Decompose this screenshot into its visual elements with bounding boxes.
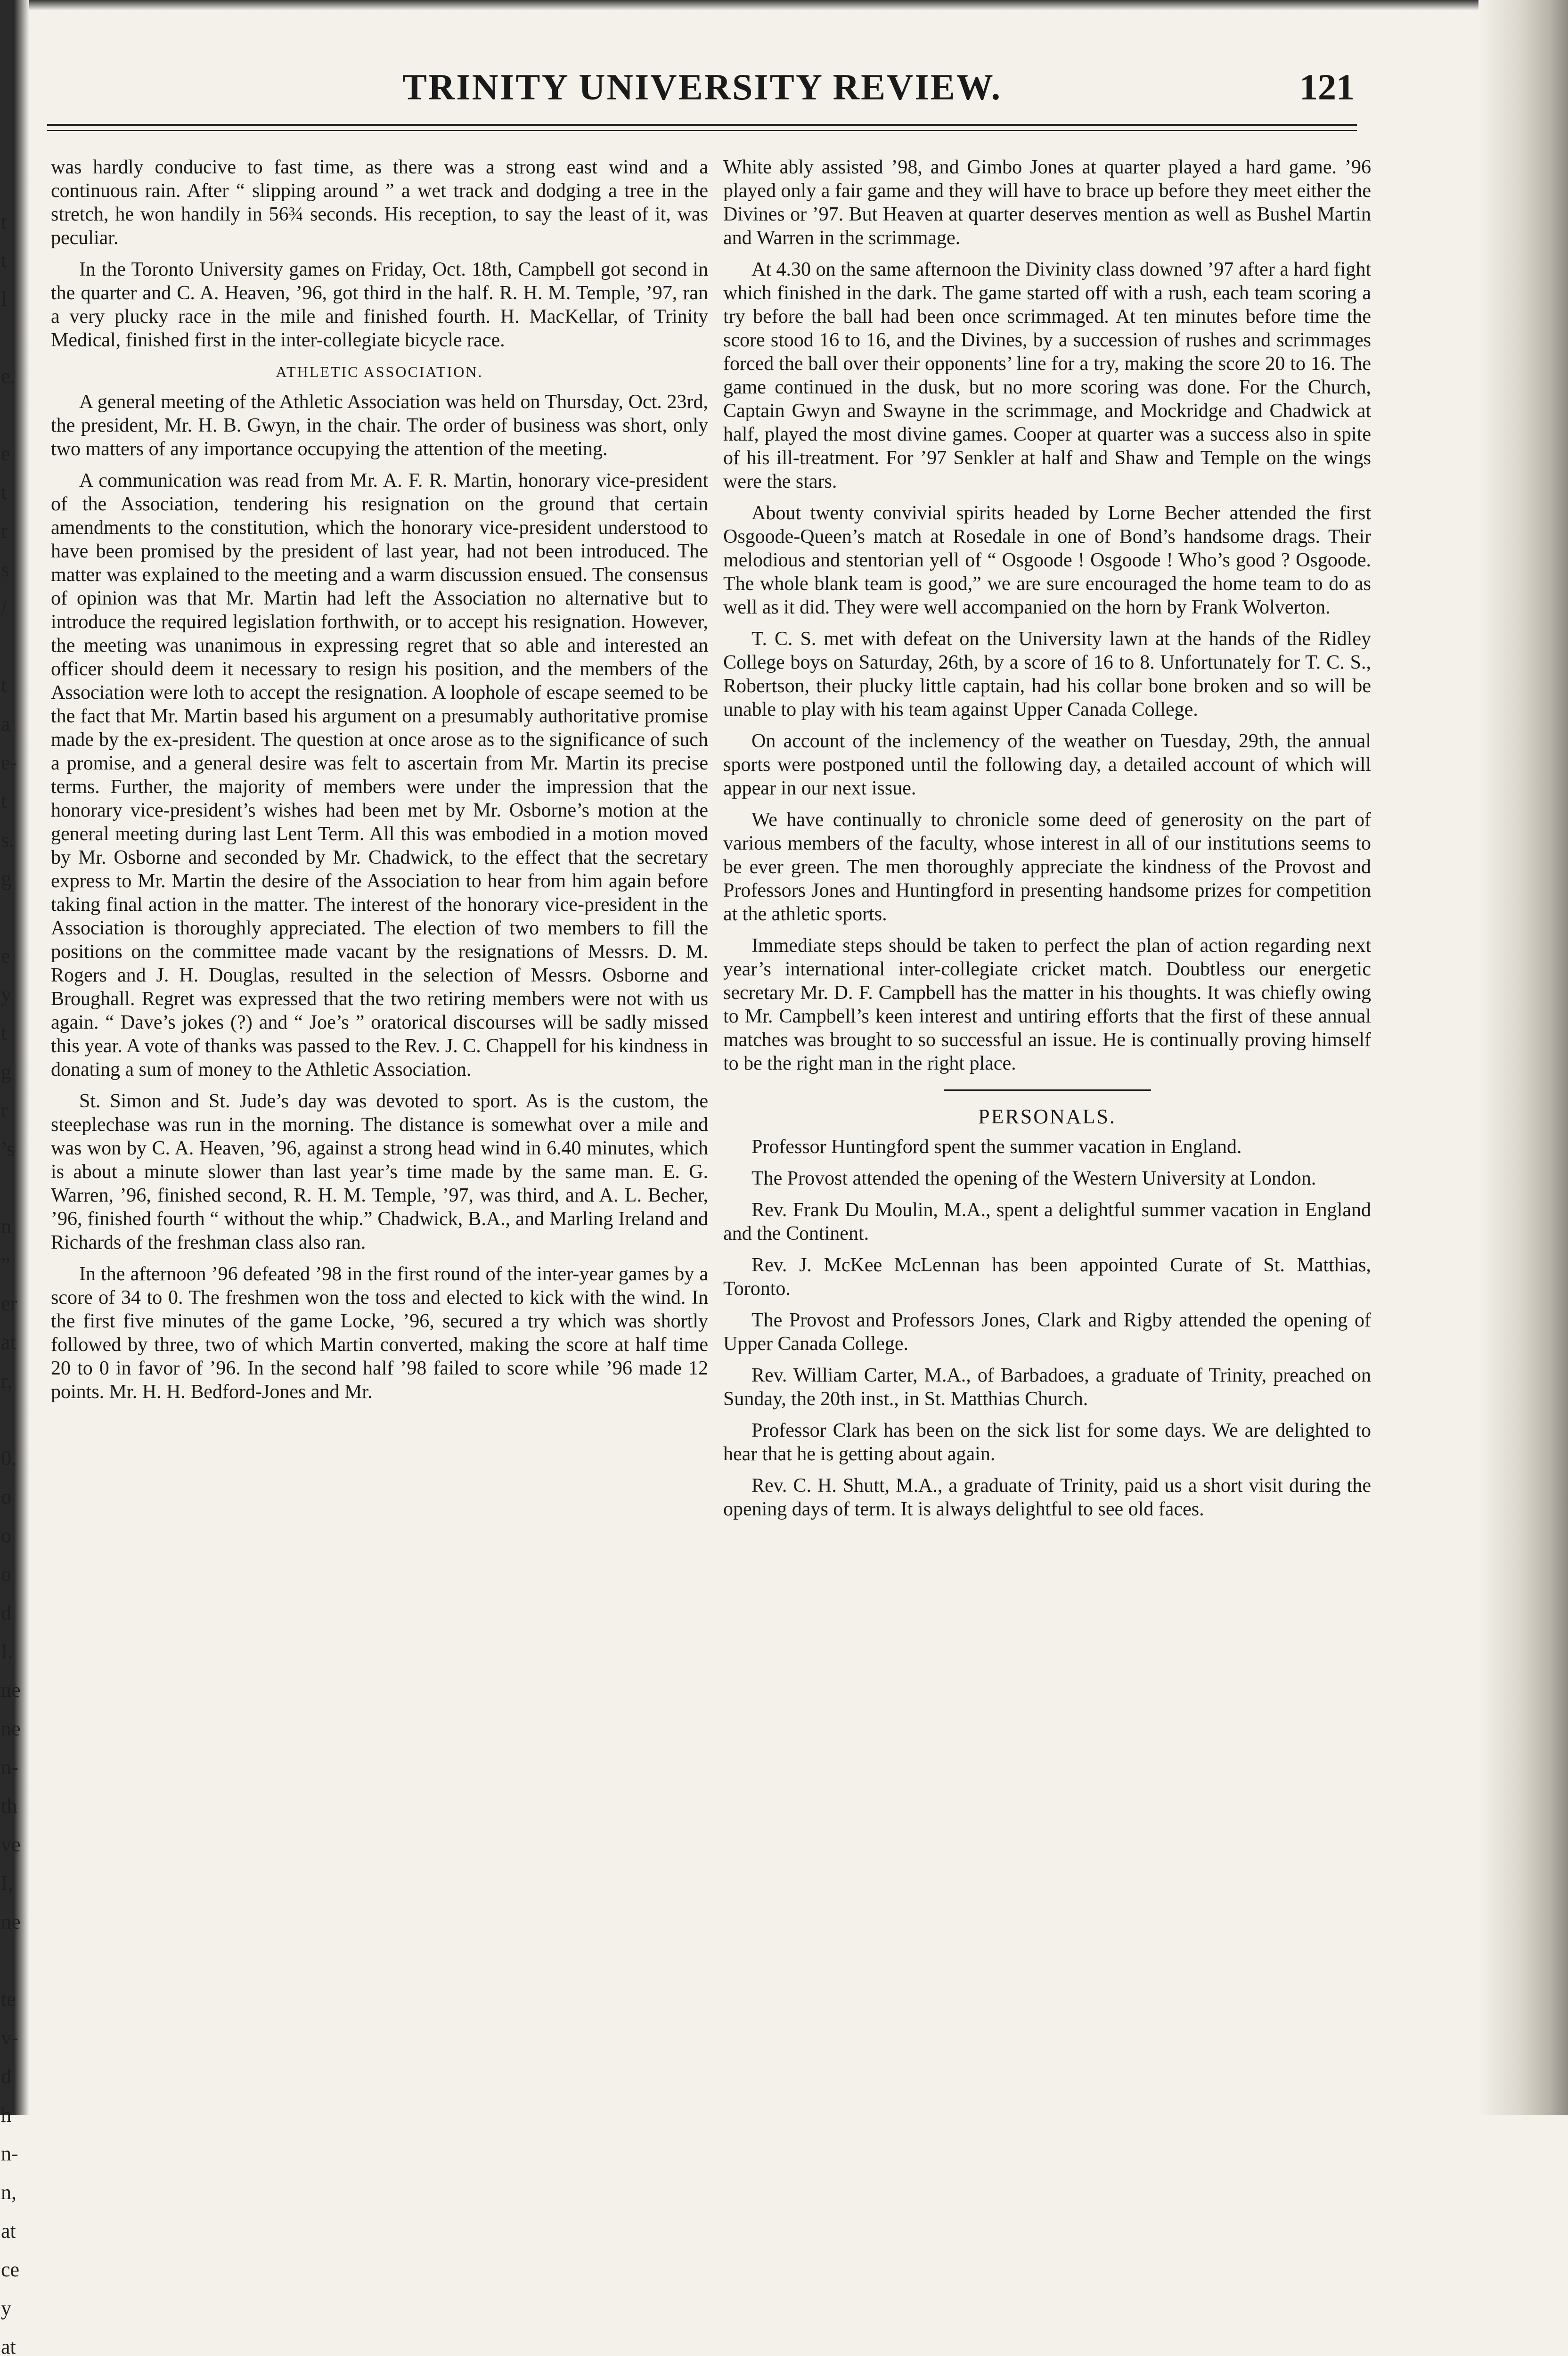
bleed-fragment: v-	[1, 2026, 18, 2049]
bleed-fragment: I,	[1, 1872, 13, 1895]
paragraph: On account of the inclemency of the weather on Tuesday, 29th, the annual sports were postponed until the following day, a detailed account of which will appear in our next issue.	[723, 730, 1371, 799]
bleed-fragment: n-	[1, 2142, 18, 2165]
personal-item: Professor Huntingford spent the summer vacation in England.	[751, 1136, 1242, 1158]
paragraph: In the Toronto University games on Friday, Oct. 18th, Campbell got second in the quarter and C. A. Heaven, ’96, got third in the half. R. H. M. Temple, ’97, ran a very plucky race in the mile and finished fourth. H. MacKellar, of Trinity Medical, finished first in the inter-collegiate bicycle race.	[51, 259, 708, 351]
bleed-fragment: at	[1, 1331, 16, 1354]
bleed-fragment: o	[1, 1524, 11, 1547]
personal-item: The Provost and Professors Jones, Clark and Rigby attended the opening of Upper Canada College.	[723, 1309, 1371, 1355]
bleed-fragment: te	[1, 1988, 16, 2011]
personal-item: Professor Clark has been on the sick list for some days. We are delighted to hear that he is getting about again.	[723, 1420, 1371, 1465]
bleed-fragment: y	[1, 983, 11, 1006]
bleed-fragment: o	[1, 1562, 11, 1586]
bleed-fragment: ne	[1, 1910, 21, 1933]
header-rule-thin	[47, 130, 1357, 131]
personal-item: Rev. William Carter, M.A., of Barbadoes, a graduate of Trinity, preached on Sunday, the 20th inst., in St. Matthias Church.	[723, 1365, 1371, 1410]
paragraph: A communication was read from Mr. A. F. R. Martin, honorary vice-president of the Association, tendering his resignation on the ground that certain amendments to the constitution, which the honorary vice-president understood to have been promised by the president of last year, had not been introduced. The matter was explained to the meeting and a warm discussion ensued. The consensus of opinion was that Mr. Martin had left the Association no alternative but to introduce the required legislation forthwith, or to accept his resignation. However, the meeting was unanimous in expressing regret that so able and interested an officer should deem it necessary to resign his position, and the members of the Association were loth to accept the resignation. A loophole of escape seemed to be the fact that Mr. Martin based his argument on a presumably authoritative promise made by the ex-president. The question at once arose as to the significance of such a promise, and a general desire was felt to ascertain from Mr. Martin its precise terms. Further, the majority of members were under the impression that the honorary vice-president’s wishes had been met by Mr. Osborne’s motion at the general meeting during last Lent Term. All this was embodied in a motion moved by Mr. Osborne and seconded by Mr. Chadwick, to the effect that the secretary express to Mr. Martin the desire of the Association to hear from him again before taking final action in the matter. The interest of the honorary vice-president in the Association is thoroughly appreciated. The election of two members to fill the positions on the committee made vacant by the resignations of Messrs. D. M. Rogers and J. H. Douglas, resulted in the selection of Messrs. Osborne and Broughall. Regret was expressed that the two retiring members were not with us again. “ Dave’s jokes (?) and “ Joe’s ” oratorical discourses will be sadly missed this year. A vote of thanks was passed to the Rev. J. C. Chappell for his kindness in donating a sum of money to the Athletic Association.	[51, 470, 708, 1080]
bleed-fragment	[1, 628, 28, 666]
personal-item: The Provost attended the opening of the Western University at London.	[751, 1168, 1316, 1189]
bleed-fragment: ve	[1, 1833, 21, 1856]
bleed-fragment: a	[1, 712, 10, 736]
scan-edge-right	[1478, 0, 1568, 2115]
bleed-fragment: r,	[1, 1369, 12, 1392]
personals-heading: PERSONALS.	[978, 1105, 1116, 1128]
bleed-fragment: ”	[1, 1253, 10, 1276]
bleed-fragment: e.	[1, 365, 16, 388]
bleed-fragment: n	[1, 1215, 11, 1238]
bleed-fragment: e	[1, 944, 10, 967]
bleed-fragment: g	[1, 1060, 11, 1083]
page-header	[45, 66, 1359, 123]
bleed-fragment: h	[1, 2103, 11, 2127]
section-heading: ATHLETIC ASSOCIATION.	[276, 363, 483, 380]
bleed-fragment	[1, 1941, 28, 1980]
bleed-fragment: e-	[1, 751, 17, 774]
section-divider	[944, 1089, 1151, 1091]
personal-item: Rev. C. H. Shutt, M.A., a graduate of Trinity, paid us a short visit during the opening days of term. It is always delightful to see old faces.	[723, 1475, 1371, 1520]
bleed-fragment: t	[1, 1022, 7, 1045]
bleed-fragment: t	[1, 481, 7, 504]
previous-page-bleed	[1, 203, 28, 2356]
bleed-fragment: l	[1, 287, 7, 311]
bleed-fragment	[1, 1169, 28, 1207]
bleed-fragment: 0.	[1, 1447, 16, 1470]
personal-item: Rev. J. McKee McLennan has been appointed Curate of St. Matthias, Toronto.	[723, 1254, 1371, 1300]
bleed-fragment: at	[1, 2219, 16, 2242]
left-column	[51, 155, 708, 1412]
bleed-fragment: e	[1, 442, 10, 465]
bleed-fragment: th	[1, 1794, 17, 1817]
scan-edge-top	[0, 0, 1568, 10]
page-number: 121	[1299, 66, 1355, 107]
bleed-fragment: t	[1, 210, 7, 233]
paragraph: White ably assisted ’98, and Gimbo Jones at quarter played a hard game. ’96 played only a fair game and they will have to brace up before they meet either the Divines or ’97. But Heaven at quarter deserves mention as well as Bushel Martin and Warren in the scrimmage.	[723, 156, 1371, 249]
bleed-fragment: d	[1, 1601, 11, 1624]
header-rule-thick	[47, 124, 1357, 126]
bleed-fragment: ’s	[1, 1137, 15, 1161]
bleed-fragment: r	[1, 1099, 8, 1122]
bleed-fragment	[1, 898, 28, 937]
paragraph: About twenty convivial spirits headed by Lorne Becher attended the first Osgoode-Queen’s match at Rosedale in one of Bond’s handsome drags. Their melodious and stentorian yell of “ Osgoode ! Osgoode ! Who’s good ? Osgoode. The whole blank team is good,” we are sure encouraged the home team to do as well as it did. They were well accompanied on the horn by Frank Wolverton.	[723, 502, 1371, 618]
bleed-fragment: g	[1, 867, 11, 890]
bleed-fragment: I.	[1, 1640, 13, 1663]
bleed-fragment: er	[1, 1292, 17, 1315]
bleed-fragment: /	[1, 597, 7, 620]
paragraph: T. C. S. met with defeat on the University lawn at the hands of the Ridley College boys on Saturday, 26th, by a score of 16 to 8. Unfortunately for T. C. S., Robertson, their plucky little captain, had his collar bone broken and so will be unable to play with his team against Upper Canada College.	[723, 628, 1371, 720]
bleed-fragment	[1, 396, 28, 434]
personal-item: Rev. Frank Du Moulin, M.A., spent a delightful summer vacation in England and the Continent.	[723, 1199, 1371, 1244]
right-column	[723, 155, 1371, 1529]
paragraph: St. Simon and St. Jude’s day was devoted to sport. As is the custom, the steeplechase was run in the morning. The distance is somewhat over a mile and was won by C. A. Heaven, ’96, against a strong head wind in 6.40 minutes, which is about a minute slower than last year’s time made by the same man. E. G. Warren, ’96, finished second, R. H. M. Temple, ’97, was third, and A. L. Becher, ’96, finished fourth “ without the whip.” Chadwick, B.A., and Marling Ireland and Richards of the freshman class also ran.	[51, 1090, 708, 1253]
bleed-fragment: ne	[1, 1678, 21, 1702]
bleed-fragment: y	[1, 2297, 11, 2320]
bleed-fragment: s	[1, 558, 9, 581]
bleed-fragment: at	[1, 2335, 16, 2356]
bleed-fragment: n,	[1, 2181, 16, 2204]
bleed-fragment: o	[1, 1485, 11, 1508]
bleed-fragment: t	[1, 249, 7, 272]
bleed-fragment: t	[1, 790, 7, 813]
bleed-fragment: d	[1, 2065, 11, 2088]
paragraph: We have continually to chronicle some deed of generosity on the part of various members of the faculty, whose interest in all of our institutions seems to be ever green. The men thoroughly appreciate the kindness of the Provost and Professors Jones and Huntingford in presenting handsome prizes for competition at the athletic sports.	[723, 809, 1371, 925]
bleed-fragment: ce	[1, 2258, 20, 2281]
paragraph: was hardly conducive to fast time, as there was a strong east wind and a continuous rain. After “ slipping around ” a wet track and dodging a tree in the stretch, he won handily in 56¾ seconds. His reception, to say the least of it, was peculiar.	[51, 156, 708, 249]
bleed-fragment	[1, 1400, 28, 1439]
bleed-fragment: ne	[1, 1717, 21, 1740]
paragraph: A general meeting of the Athletic Association was held on Thursday, Oct. 23rd, the president, Mr. H. B. Gwyn, in the chair. The order of business was short, only two matters of any importance occupying the attention of the meeting.	[51, 391, 708, 460]
bleed-fragment: t	[1, 674, 7, 697]
bleed-fragment: n-	[1, 1756, 18, 1779]
bleed-fragment: r	[1, 519, 8, 542]
journal-title: TRINITY UNIVERSITY REVIEW.	[402, 66, 1002, 107]
bleed-fragment: s.	[1, 828, 15, 851]
paragraph: At 4.30 on the same afternoon the Divinity class downed ’97 after a hard fight which finished in the dark. The game started off with a rush, each team scoring a try before the ball had been once scrimmaged. At ten minutes before time the score stood 16 to 16, and the Divines, by a succession of rushes and scrimmages forced the ball over their opponents’ line for a try, making the score 20 to 16. The game continued in the dusk, but no more scoring was done. For the Church, Captain Gwyn and Swayne in the scrimmage, and Mockridge and Chadwick at half, played the most divine games. Cooper at quarter was a success also in spite of his ill-treatment. For ’97 Senkler at half and Shaw and Temple on the wings were the stars.	[723, 259, 1371, 492]
bleed-fragment	[1, 319, 28, 357]
paragraph: Immediate steps should be taken to perfect the plan of action regarding next year’s international inter-collegiate cricket match. Doubtless our energetic secretary Mr. D. F. Campbell has the matter in his thoughts. It was chiefly owing to Mr. Campbell’s keen interest and untiring efforts that the first of these annual matches was brought to so successful an issue. He is continually proving himself to be the right man in the right place.	[723, 935, 1371, 1074]
paragraph: In the afternoon ’96 defeated ’98 in the first round of the inter-year games by a score of 34 to 0. The freshmen won the toss and elected to kick with the wind. In the first five minutes of the game Locke, ’96, secured a try which was shortly followed by three, two of which Martin converted, making the score at half time 20 to 0 in favor of ’96. In the second half ’98 failed to score while ’96 made 12 points. Mr. H. H. Bedford-Jones and Mr.	[51, 1263, 708, 1403]
